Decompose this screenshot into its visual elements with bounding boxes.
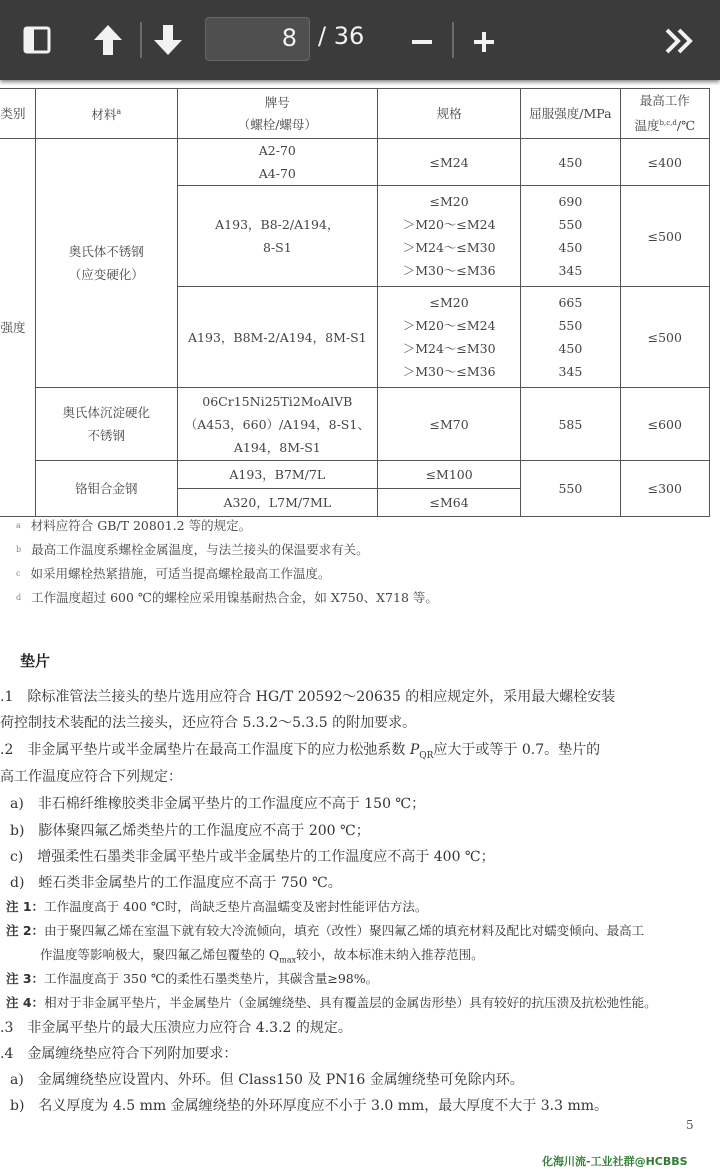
grade-cell: A320，L7M/7ML bbox=[177, 489, 378, 517]
page-number: 5 bbox=[686, 1118, 694, 1132]
list-item: d) 蛭石类非金属垫片的工作温度应不高于 750 ℃。 bbox=[10, 875, 342, 891]
footnote: $^a$ 材料应符合 GB/T 20801.2 等的规定。 bbox=[16, 518, 252, 533]
material-austenitic: 奥氏体不锈钢 （应变硬化） bbox=[36, 139, 178, 388]
yield-cell: 550 bbox=[521, 461, 620, 517]
category-cell: 强度 bbox=[0, 139, 36, 517]
section-title: 垫片 bbox=[20, 652, 51, 670]
header-category: 类别 bbox=[0, 89, 36, 139]
next-page-button[interactable] bbox=[148, 20, 188, 60]
zoom-out-button[interactable] bbox=[406, 26, 438, 58]
plus-icon bbox=[472, 30, 496, 54]
temp-cell: ≤300 bbox=[620, 461, 709, 517]
table-footnotes bbox=[16, 514, 438, 610]
spec-cell: ≤M70 bbox=[378, 388, 521, 461]
grade-cell: A193，B8-2/A194， 8-S1 bbox=[177, 186, 378, 287]
paragraph-line: 高工作温度应符合下列规定： bbox=[0, 769, 182, 785]
footnote: $^c$ 如采用螺栓热紧措施，可适当提高螺栓最高工作温度。 bbox=[16, 566, 331, 581]
list-item: b) 膨体聚四氟乙烯类垫片的工作温度应不高于 200 ℃； bbox=[10, 823, 370, 839]
paragraph-line: .1 除标准管法兰接头的垫片选用应符合 HG/T 20592～20635 的相应规定外，采用最大螺栓安装 bbox=[0, 689, 616, 705]
minus-icon bbox=[410, 30, 434, 54]
toolbar-separator bbox=[140, 22, 142, 58]
table-header-row bbox=[0, 89, 710, 139]
arrow-up-icon bbox=[91, 23, 125, 57]
yield-cell: 690 550 450 345 bbox=[521, 186, 620, 287]
page-number-input[interactable]: 8 bbox=[205, 17, 310, 61]
double-chevron-right-icon bbox=[664, 27, 696, 55]
spec-cell: ≤M20 ＞M20～≤M24 ＞M24～≤M30 ＞M30～≤M36 bbox=[378, 186, 521, 287]
header-grade: 牌号 （螺栓/螺母） bbox=[177, 89, 378, 139]
watermark: 化海川流-工业社群@HCBBS bbox=[542, 1155, 688, 1168]
grade-cell: A2-70 A4-70 bbox=[177, 139, 378, 186]
material-precipitation: 奥氏体沉淀硬化 不锈钢 bbox=[36, 388, 178, 461]
note: 注 4：相对于非金属平垫片，半金属垫片（金属缠绕垫、具有覆盖层的金属齿形垫）具有较好的抗压溃及抗松弛性能。 bbox=[6, 995, 657, 1010]
table-row bbox=[0, 139, 710, 186]
document-page bbox=[0, 80, 720, 1175]
previous-page-button[interactable] bbox=[88, 20, 128, 60]
arrow-down-icon bbox=[151, 23, 185, 57]
header-temp: 最高工作 温度$^{b,c,d}$/℃ bbox=[620, 89, 709, 139]
grade-cell: A193，B7M/7L bbox=[177, 461, 378, 489]
temp-cell: ≤400 bbox=[620, 139, 709, 186]
table-row bbox=[0, 461, 710, 489]
temp-cell: ≤500 bbox=[620, 287, 709, 388]
paragraph-line: .3 非金属平垫片的最大压溃应力应符合 4.3.2 的规定。 bbox=[0, 1020, 352, 1036]
material-cr-mo: 铬钼合金钢 bbox=[36, 461, 178, 517]
yield-cell: 450 bbox=[521, 139, 620, 186]
footnote: $^b$ 最高工作温度系螺栓金属温度，与法兰接头的保温要求有关。 bbox=[16, 542, 369, 557]
table-row bbox=[0, 388, 710, 461]
yield-cell: 585 bbox=[521, 388, 620, 461]
note: 作温度等影响极大，聚四氟乙烯包覆垫的 $Q_{max}$较小，故本标准未纳入推荐范围。 bbox=[40, 947, 484, 965]
zoom-in-button[interactable] bbox=[468, 26, 500, 58]
spec-cell: ≤M64 bbox=[378, 489, 521, 517]
grade-cell: 06Cr15Ni25Ti2MoAlVB （A453，660）/A194，8-S1、 A194，8M-S1 bbox=[177, 388, 378, 461]
list-item: c) 增强柔性石墨类非金属平垫片或半金属垫片的工作温度应不高于 400 ℃； bbox=[10, 849, 495, 865]
list-item: a) 非石棉纤维橡胶类非金属平垫片的工作温度应不高于 150 ℃； bbox=[10, 796, 426, 812]
temp-cell: ≤500 bbox=[620, 186, 709, 287]
footnote: $^d$ 工作温度超过 600 ℃的螺栓应采用镍基耐热合金，如 X750、X718 等。 bbox=[16, 590, 438, 605]
paragraph-line: .4 金属缠绕垫应符合下列附加要求： bbox=[0, 1046, 238, 1062]
spec-cell: ≤M24 bbox=[378, 139, 521, 186]
bolt-material-table bbox=[0, 88, 710, 517]
spec-cell: ≤M20 ＞M20～≤M24 ＞M24～≤M30 ＞M30～≤M36 bbox=[378, 287, 521, 388]
note: 注 1：工作温度高于 400 ℃时，尚缺乏垫片高温蠕变及密封性能评估方法。 bbox=[6, 899, 428, 914]
grade-cell: A193，B8M-2/A194，8M-S1 bbox=[177, 287, 378, 388]
toolbar-separator bbox=[452, 22, 454, 58]
page-total-label: / 36 bbox=[318, 22, 365, 50]
more-tools-button[interactable] bbox=[660, 24, 700, 58]
header-yield: 屈服强度/MPa bbox=[521, 89, 620, 139]
note: 注 3：工作温度高于 350 ℃的柔性石墨类垫片，其碳含量≥98%。 bbox=[6, 971, 379, 986]
header-material: 材料$^a$ bbox=[36, 89, 178, 139]
sidebar-toggle-button[interactable] bbox=[20, 23, 54, 57]
spec-cell: ≤M100 bbox=[378, 461, 521, 489]
list-item: a) 金属缠绕垫应设置内、外环。但 Class150 及 PN16 金属缠绕垫可免除内环。 bbox=[10, 1072, 524, 1088]
paragraph-line: .2 非金属平垫片或半金属垫片在最高工作温度下的应力松弛系数 $P_{QR}$应大于或等于 0.7。垫片的 bbox=[0, 742, 601, 761]
note: 注 2：由于聚四氟乙烯在室温下就有较大冷流倾向，填充（改性）聚四氟乙烯的填充材料及配比对蠕变倾向、最高工 bbox=[6, 923, 645, 938]
yield-cell: 665 550 450 345 bbox=[521, 287, 620, 388]
pdf-toolbar bbox=[0, 0, 720, 80]
temp-cell: ≤600 bbox=[620, 388, 709, 461]
list-item: b) 名义厚度为 4.5 mm 金属缠绕垫的外环厚度应不小于 3.0 mm，最大厚度不大于 3.3 mm。 bbox=[10, 1098, 609, 1114]
header-spec: 规格 bbox=[378, 89, 521, 139]
paragraph-line: 荷控制技术装配的法兰接头，还应符合 5.3.2～5.3.5 的附加要求。 bbox=[0, 715, 417, 731]
sidebar-toggle-icon bbox=[22, 25, 52, 55]
